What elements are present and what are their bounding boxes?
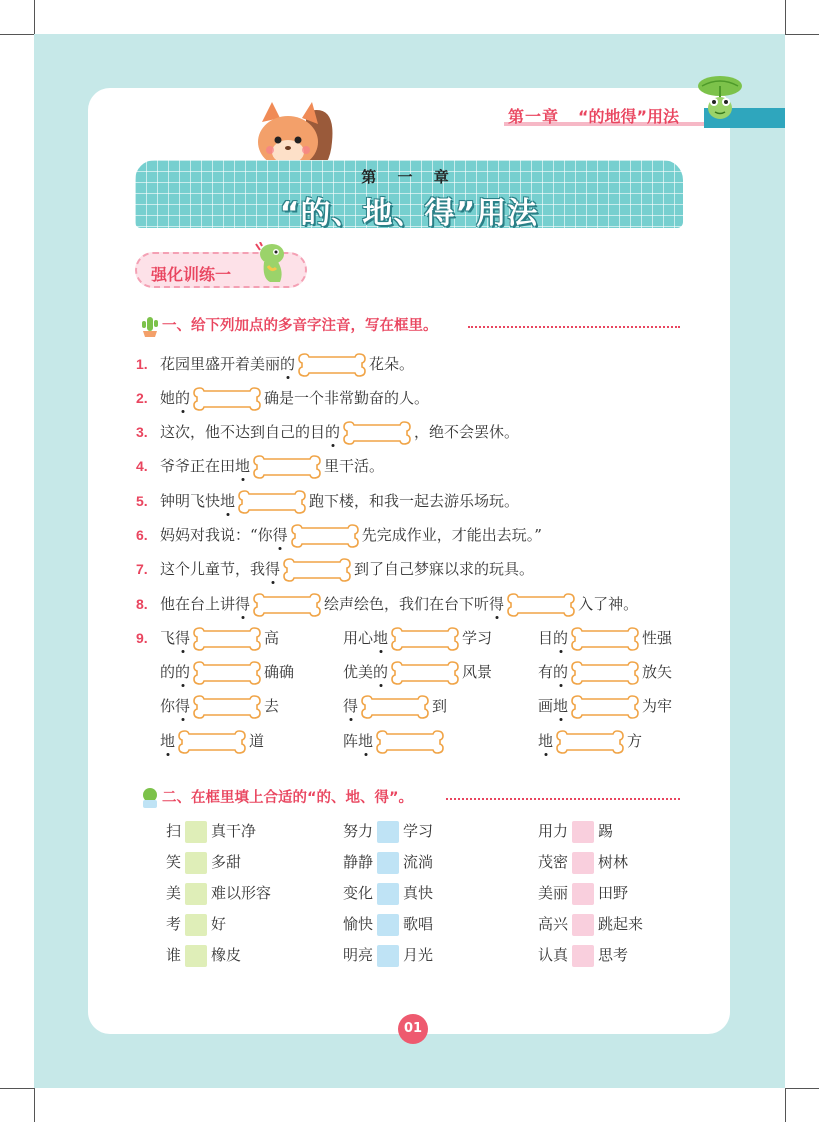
- fill-in-after: 难以形容: [211, 884, 272, 902]
- fill-in-before: 愉快: [343, 915, 374, 933]
- fill-in-after: 橡皮: [211, 946, 242, 964]
- banner-title: “的、地、得”用法: [279, 196, 539, 231]
- answer-box[interactable]: [185, 914, 207, 936]
- question-number: 2.: [136, 390, 148, 406]
- cactus-icon: [140, 315, 160, 337]
- question-number: 7.: [136, 561, 148, 577]
- fill-in-after: 踢: [598, 822, 614, 840]
- fill-in-item: [343, 882, 433, 905]
- question-text: 爷爷正在田: [160, 457, 236, 475]
- phrase-text: 放矢: [642, 663, 673, 681]
- question-text: 确是一个非常勤奋的人。: [264, 389, 430, 407]
- phrase-text: 为牢: [642, 697, 673, 715]
- banner-subtitle: 第 一 章: [361, 168, 457, 186]
- chapter-topic: “的地得”用法: [578, 107, 680, 126]
- pinyin-answer-box[interactable]: [360, 692, 430, 722]
- crop-mark: [785, 1088, 819, 1089]
- phrase-item: [160, 624, 279, 654]
- pinyin-answer-box[interactable]: [252, 590, 322, 620]
- question-row: [160, 487, 519, 517]
- answer-box[interactable]: [185, 852, 207, 874]
- answer-box[interactable]: [185, 821, 207, 843]
- pinyin-answer-box[interactable]: [570, 692, 640, 722]
- pinyin-answer-box[interactable]: [390, 624, 460, 654]
- dotted-character: 的: [175, 389, 191, 407]
- fill-in-before: 美: [166, 884, 182, 902]
- phrase-item: [160, 658, 294, 688]
- page-number: 01: [398, 1014, 428, 1044]
- dotted-character: 地: [553, 697, 569, 715]
- dotted-character: 地: [538, 732, 554, 750]
- phrase-item: [160, 727, 264, 757]
- phrase-text: 你: [160, 697, 176, 715]
- phrase-item: [538, 624, 672, 654]
- fill-in-after: 好: [211, 915, 227, 933]
- pinyin-answer-box[interactable]: [237, 487, 307, 517]
- question-text: 钟明飞快: [160, 492, 221, 510]
- answer-box[interactable]: [377, 945, 399, 967]
- phrase-item: [343, 624, 492, 654]
- fill-in-before: 明亮: [343, 946, 374, 964]
- fill-in-after: 真干净: [211, 822, 257, 840]
- section2-dotted-rule: [446, 798, 680, 800]
- crop-mark: [34, 0, 35, 34]
- dotted-character: 的: [325, 423, 341, 441]
- question-row: [160, 590, 638, 620]
- dotted-character: 得: [265, 560, 281, 578]
- question-number: 3.: [136, 424, 148, 440]
- answer-box[interactable]: [185, 945, 207, 967]
- phrase-text: 风景: [462, 663, 493, 681]
- fill-in-item: [343, 820, 433, 843]
- fill-in-before: 笑: [166, 853, 182, 871]
- answer-box[interactable]: [572, 852, 594, 874]
- phrase-text: 画: [538, 697, 554, 715]
- answer-box[interactable]: [377, 821, 399, 843]
- phrase-text: 飞: [160, 629, 176, 647]
- answer-box[interactable]: [572, 883, 594, 905]
- answer-box[interactable]: [185, 883, 207, 905]
- crop-mark: [785, 1088, 786, 1122]
- phrase-text: 优美: [343, 663, 374, 681]
- pinyin-answer-box[interactable]: [342, 418, 412, 448]
- fill-in-after: 学习: [403, 822, 434, 840]
- pinyin-answer-box[interactable]: [192, 384, 262, 414]
- pinyin-answer-box[interactable]: [375, 727, 445, 757]
- dotted-character: 的: [373, 663, 389, 681]
- fill-in-item: [538, 913, 643, 936]
- dotted-character: 得: [343, 697, 359, 715]
- question-number: 5.: [136, 493, 148, 509]
- answer-box[interactable]: [572, 914, 594, 936]
- fill-in-after: 多甜: [211, 853, 242, 871]
- question-number: 4.: [136, 458, 148, 474]
- section1-title-text: 一、给下列加点的多音字注音，写在框里。: [162, 318, 438, 334]
- fill-in-after: 跳起来: [598, 915, 644, 933]
- fill-in-item: [166, 820, 256, 843]
- fill-in-before: 考: [166, 915, 182, 933]
- answer-box[interactable]: [377, 914, 399, 936]
- phrase-text: 的: [160, 663, 176, 681]
- dotted-character: 得: [175, 697, 191, 715]
- fill-in-item: [343, 944, 433, 967]
- phrase-text: 阵: [343, 732, 359, 750]
- fill-in-before: 美丽: [538, 884, 569, 902]
- pinyin-answer-box[interactable]: [390, 658, 460, 688]
- chapter-label: 第一章: [508, 107, 560, 126]
- section2-title: [140, 786, 413, 809]
- phrase-item: [160, 692, 279, 722]
- phrase-text: 性强: [642, 629, 673, 647]
- dotted-character: 地: [373, 629, 389, 647]
- phrase-text: 道: [249, 732, 265, 750]
- question-row: [160, 418, 519, 448]
- pinyin-answer-box[interactable]: [282, 555, 352, 585]
- question-number: 1.: [136, 356, 148, 372]
- phrase-item: [538, 727, 642, 757]
- dotted-character: 的: [553, 663, 569, 681]
- pinyin-answer-box[interactable]: [570, 658, 640, 688]
- crop-mark: [34, 1088, 35, 1122]
- question-text: 妈妈对我说：“你: [160, 526, 273, 544]
- cactus-pot-icon: [140, 787, 160, 809]
- phrase-item: [343, 692, 447, 722]
- fill-in-after: 流淌: [403, 853, 434, 871]
- answer-box[interactable]: [572, 821, 594, 843]
- crop-mark: [0, 1088, 34, 1089]
- training-label: 强化训练一: [151, 265, 232, 284]
- crop-mark: [0, 34, 34, 35]
- pinyin-answer-box[interactable]: [192, 658, 262, 688]
- fill-in-after: 思考: [598, 946, 629, 964]
- pinyin-answer-box[interactable]: [506, 590, 576, 620]
- dotted-character: 的: [175, 663, 191, 681]
- crop-mark: [785, 34, 819, 35]
- section2-title-text: 二、在框里填上合适的“的、地、得”。: [162, 790, 414, 806]
- fill-in-item: [166, 913, 226, 936]
- fill-in-item: [538, 820, 613, 843]
- pinyin-answer-box[interactable]: [297, 350, 367, 380]
- question-row: [160, 521, 542, 551]
- pinyin-answer-box[interactable]: [252, 452, 322, 482]
- answer-box[interactable]: [377, 883, 399, 905]
- pinyin-answer-box[interactable]: [570, 624, 640, 654]
- dotted-character: 的: [553, 629, 569, 647]
- fill-in-item: [343, 913, 433, 936]
- phrase-text: 学习: [462, 629, 493, 647]
- phrase-text: 确确: [264, 663, 295, 681]
- fill-in-item: [538, 882, 628, 905]
- pinyin-answer-box[interactable]: [192, 624, 262, 654]
- phrase-text: 到: [432, 697, 448, 715]
- fill-in-item: [538, 944, 628, 967]
- question-text: 花朵。: [369, 355, 415, 373]
- section1-title: [140, 314, 438, 337]
- dinosaur-icon: [254, 242, 294, 286]
- question-row: [160, 350, 414, 380]
- pinyin-answer-box[interactable]: [555, 727, 625, 757]
- question-text: 到了自己梦寐以求的玩具。: [354, 560, 535, 578]
- fill-in-after: 月光: [403, 946, 434, 964]
- fill-in-after: 真快: [403, 884, 434, 902]
- fill-in-before: 茂密: [538, 853, 569, 871]
- fill-in-before: 高兴: [538, 915, 569, 933]
- answer-box[interactable]: [572, 945, 594, 967]
- chapter-banner: [135, 160, 683, 231]
- fill-in-after: 歌唱: [403, 915, 434, 933]
- dotted-character: 得: [175, 629, 191, 647]
- dotted-character: 地: [160, 732, 176, 750]
- question-text: 绘声绘色，我们在台下听: [324, 595, 490, 613]
- question-text: 花园里盛开着美丽: [160, 355, 281, 373]
- phrase-text: 去: [264, 697, 280, 715]
- question-number: 9.: [136, 630, 148, 646]
- dotted-character: 得: [489, 595, 505, 613]
- fill-in-before: 扫: [166, 822, 182, 840]
- dotted-character: 得: [235, 595, 251, 613]
- fill-in-item: [343, 851, 433, 874]
- phrase-text: 用心: [343, 629, 374, 647]
- question-text: 这次，他不达到自己的目: [160, 423, 326, 441]
- fill-in-before: 认真: [538, 946, 569, 964]
- phrase-text: 高: [264, 629, 280, 647]
- fill-in-item: [538, 851, 628, 874]
- question-text: 跑下楼，和我一起去游乐场玩。: [309, 492, 520, 510]
- question-row: [160, 555, 534, 585]
- fill-in-before: 谁: [166, 946, 182, 964]
- question-text: 先完成作业，才能出去玩。”: [361, 526, 542, 544]
- phrase-item: [538, 692, 672, 722]
- fill-in-before: 用力: [538, 822, 569, 840]
- dotted-character: 的: [280, 355, 296, 373]
- question-text: ，绝不会罢休。: [414, 423, 520, 441]
- dotted-character: 得: [272, 526, 288, 544]
- question-text: 他在台上讲: [160, 595, 236, 613]
- phrase-text: 有: [538, 663, 554, 681]
- dotted-character: 地: [235, 457, 251, 475]
- question-number: 6.: [136, 527, 148, 543]
- answer-box[interactable]: [377, 852, 399, 874]
- fill-in-item: [166, 944, 241, 967]
- phrase-text: 目: [538, 629, 554, 647]
- dotted-character: 地: [358, 732, 374, 750]
- pinyin-answer-box[interactable]: [192, 692, 262, 722]
- fill-in-before: 努力: [343, 822, 374, 840]
- fill-in-after: 田野: [598, 884, 629, 902]
- question-text: 入了神。: [578, 595, 639, 613]
- phrase-item: [538, 658, 672, 688]
- question-row: [160, 452, 384, 482]
- question-text: 她: [160, 389, 176, 407]
- frog-leaf-icon: [694, 74, 746, 124]
- fill-in-before: 变化: [343, 884, 374, 902]
- question-text: 这个儿童节，我: [160, 560, 266, 578]
- question-text: 里干活。: [324, 457, 385, 475]
- phrase-text: 方: [627, 732, 643, 750]
- section1-dotted-rule: [468, 326, 680, 328]
- fill-in-before: 静静: [343, 853, 374, 871]
- crop-mark: [785, 0, 786, 34]
- phrase-item: [343, 658, 492, 688]
- phrase-item: [343, 727, 447, 757]
- question-number: 8.: [136, 596, 148, 612]
- pinyin-answer-box[interactable]: [290, 521, 360, 551]
- fill-in-item: [166, 882, 271, 905]
- question-row: [160, 384, 429, 414]
- fill-in-item: [166, 851, 241, 874]
- fill-in-after: 树林: [598, 853, 629, 871]
- pinyin-answer-box[interactable]: [177, 727, 247, 757]
- dotted-character: 地: [220, 492, 236, 510]
